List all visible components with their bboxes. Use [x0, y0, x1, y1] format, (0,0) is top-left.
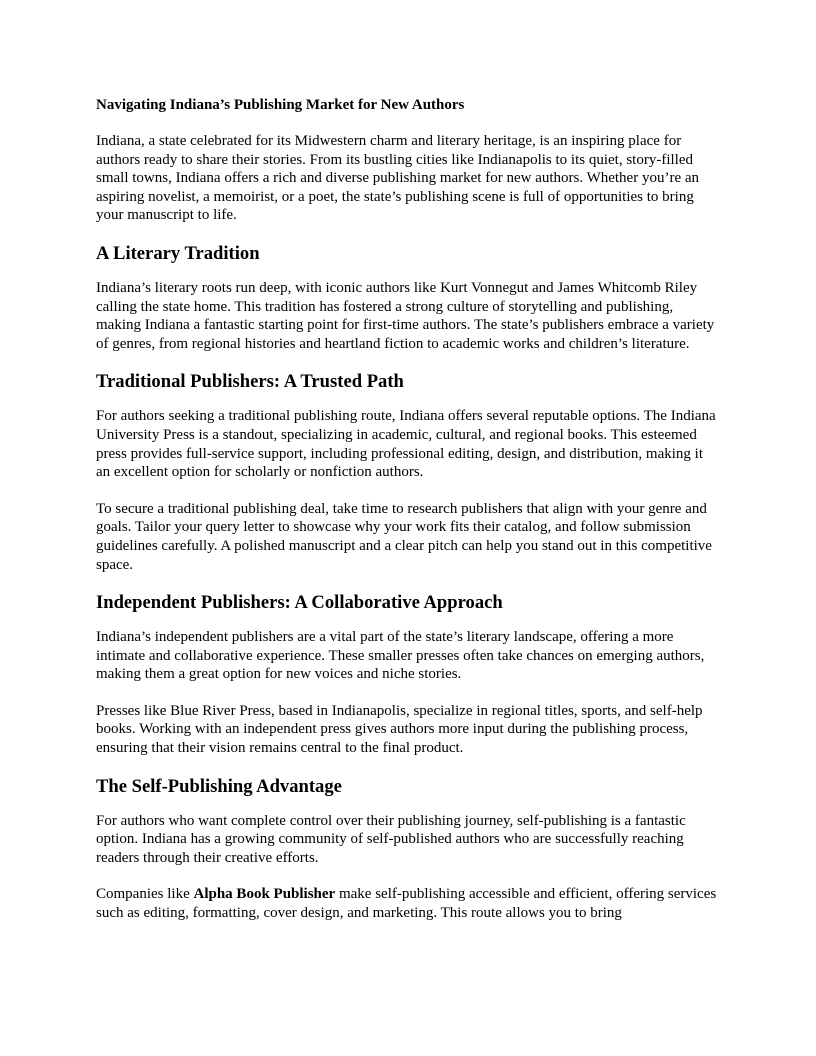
section-heading-traditional-publishers: Traditional Publishers: A Trusted Path: [96, 371, 404, 393]
self-publishing-paragraph-1: For authors who want complete control over their publishing journey, self-publishing is a fantastic option. Indiana has a growing community of self-published authors who are successfully reaching readers through their creative efforts.: [96, 812, 686, 866]
independent-publishers-paragraph-2: Presses like Blue River Press, based in Indianapolis, specialize in regional titles, sports, and self-help books. Working with an independent press gives authors more input during the publishing process, ensuring that their vision remains central to the final product.: [96, 702, 703, 757]
document-title: Navigating Indiana’s Publishing Market for New Authors: [96, 97, 465, 113]
traditional-publishers-paragraph-2: To secure a traditional publishing deal, take time to research publishers that align with your genre and goals. Tailor your query letter to showcase why your work fits their catalog, and follow submission guidelines carefully. A polished manuscript and a clear pitch can help you stand out in this competitive space.: [96, 500, 712, 573]
independent-publishers-paragraph-1: Indiana’s independent publishers are a vital part of the state’s literary landscape, offering a more intimate and collaborative experience. These smaller presses often take chances on emerging authors, making them a great option for new voices and niche stories.: [96, 629, 705, 683]
literary-tradition-paragraph: Indiana’s literary roots run deep, with iconic authors like Kurt Vonnegut and James Whitcomb Riley calling the state home. This tradition has fostered a strong culture of storytelling and publishing, making Indiana a fantastic starting point for first-time authors. The state’s publishers embrace a variety of genres, from regional histories and heartland fiction to academic works and children’s literature.: [96, 279, 715, 352]
intro-paragraph: Indiana, a state celebrated for its Midwestern charm and literary heritage, is an inspiring place for authors ready to share their stories. From its bustling cities like Indianapolis to its quiet, story-filled small towns, Indiana offers a rich and diverse publishing market for new authors. Whether you’re an aspiring novelist, a memoirist, or a poet, the state’s publishing scene is full of opportunities to bring your manuscript to life.: [96, 133, 700, 224]
section-heading-independent-publishers: Independent Publishers: A Collaborative Approach: [96, 592, 503, 614]
self-publishing-text-before: Companies like: [96, 886, 194, 903]
self-publishing-paragraph-2: [96, 885, 720, 922]
self-publishing-text-after: make self-publishing accessible and efficient, offering services such as editing, formatting, cover design, and marketing. This route allows you to bring: [96, 886, 717, 922]
section-heading-self-publishing: The Self-Publishing Advantage: [96, 775, 342, 797]
document-page: [96, 96, 720, 941]
publisher-name-bold: Alpha Book Publisher: [193, 886, 336, 903]
section-heading-literary-tradition: A Literary Tradition: [96, 242, 260, 264]
traditional-publishers-paragraph-1: For authors seeking a traditional publishing route, Indiana offers several reputable options. The Indiana University Press is a standout, specializing in academic, cultural, and regional books. This esteemed press provides full-service support, including professional editing, design, and distribution, making it an excellent option for scholarly or nonfiction authors.: [96, 408, 716, 481]
